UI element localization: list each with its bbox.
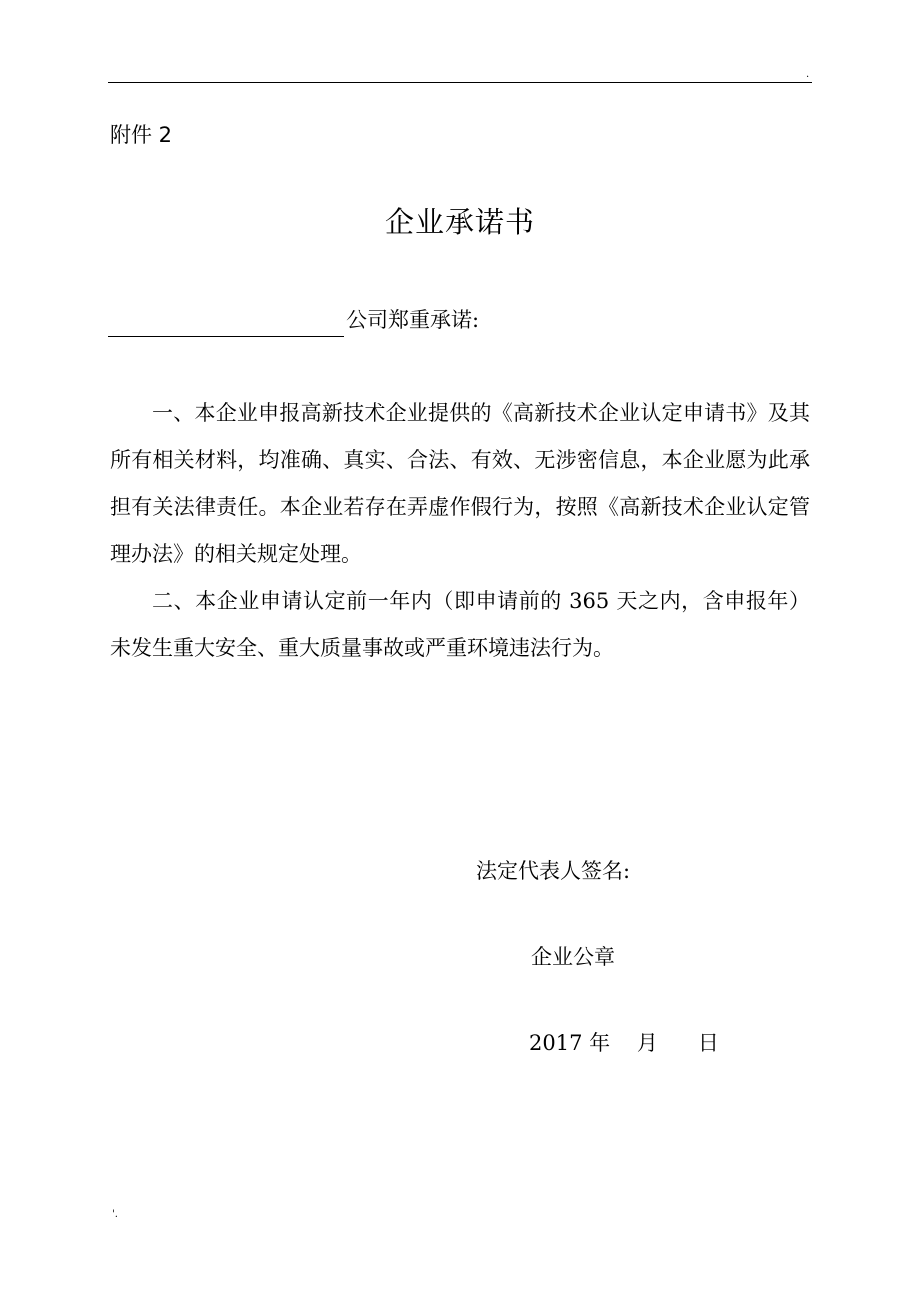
legal-representative-signature-label: 法定代表人签名: xyxy=(476,859,631,883)
company-suffix: 公司郑重承诺: xyxy=(346,308,480,332)
commitment-paragraph-1: 一、本企业申报高新技术企业提供的《高新技术企业认定申请书》及其所有相关材料，均准确、真实、合法、有效、无涉密信息，本企业愿为此承担有关法律责任。本企业若存在弄虚作假行为，按照《高新技术企业认定管理办法》的相关规定处理。 xyxy=(110,401,810,566)
commitment-paragraph-2: 二、本企业申请认定前一年内（即申请前的 365 天之内，含申报年）未发生重大安全、重大质量事故或严重环境违法行为。 xyxy=(110,589,810,660)
commitment-body xyxy=(110,390,810,672)
company-name-blank[interactable] xyxy=(108,310,344,337)
signature-date: 2017 年 月 日 xyxy=(529,1031,719,1055)
header-rule xyxy=(108,82,812,83)
header-mark: . xyxy=(806,69,810,80)
footer-mark: '. xyxy=(112,1209,118,1220)
document-title: 企业承诺书 xyxy=(384,205,535,239)
company-line xyxy=(108,303,479,337)
attachment-label: 附件 2 xyxy=(110,123,173,147)
company-seal-label: 企业公章 xyxy=(531,945,615,969)
